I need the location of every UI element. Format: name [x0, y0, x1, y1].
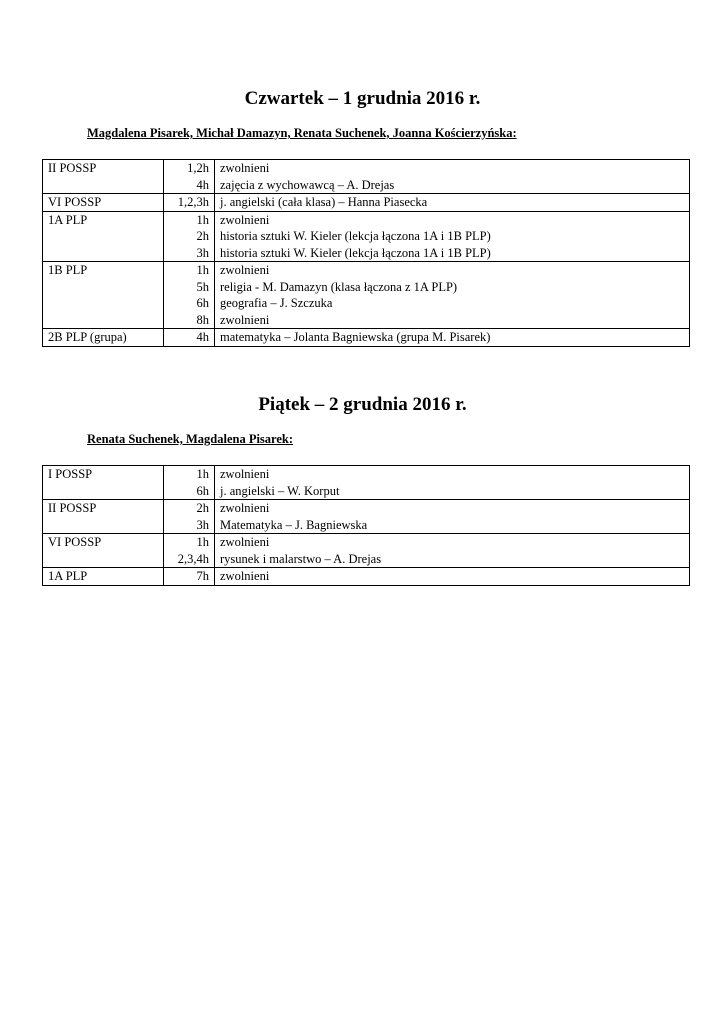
- lesson-hours: 3h: [196, 517, 209, 532]
- lesson-hours: 6h: [196, 483, 209, 498]
- day-title: Czwartek – 1 grudnia 2016 r.: [244, 88, 481, 109]
- lesson-note: historia sztuki W. Kieler (lekcja łączona 1A i 1B PLP): [220, 229, 491, 243]
- class-cell: 1A PLP: [43, 568, 164, 586]
- hours-cell: [164, 466, 215, 500]
- hours-cell: [164, 262, 215, 329]
- lesson-note: zwolnieni: [220, 312, 270, 327]
- lesson-hours: 2h: [196, 501, 209, 515]
- table-row: [43, 329, 690, 347]
- lesson-hours: 1,2h: [187, 161, 209, 175]
- lesson-note: j. angielski (cała klasa) – Hanna Piasecka: [220, 195, 428, 209]
- table-body: [43, 466, 690, 586]
- class-cell: II POSSP: [43, 160, 164, 194]
- table-row: [43, 211, 690, 262]
- lesson-hours: 5h: [196, 279, 209, 294]
- note-cell: [215, 262, 690, 329]
- hours-cell: [164, 329, 215, 347]
- class-cell: I POSSP: [43, 466, 164, 500]
- lesson-hours: 7h: [196, 569, 209, 583]
- substitution-table: [42, 159, 690, 347]
- note-cell: [215, 500, 690, 534]
- substitution-table: [42, 465, 690, 586]
- hours-cell: [164, 500, 215, 534]
- lesson-note: historia sztuki W. Kieler (lekcja łączona 1A i 1B PLP): [220, 245, 491, 260]
- table-row: [43, 500, 690, 534]
- note-cell: [215, 534, 690, 568]
- lesson-note: zwolnieni: [220, 535, 270, 549]
- lesson-hours: 1h: [196, 467, 209, 481]
- table-row: [43, 534, 690, 568]
- class-cell: VI POSSP: [43, 534, 164, 568]
- lesson-hours: 3h: [196, 245, 209, 260]
- lesson-note: j. angielski – W. Korput: [220, 483, 340, 498]
- table-row: [43, 568, 690, 586]
- lesson-note: zwolnieni: [220, 212, 270, 227]
- hours-cell: [164, 194, 215, 212]
- note-cell: [215, 568, 690, 586]
- lesson-note: zwolnieni: [220, 263, 270, 277]
- hours-cell: [164, 534, 215, 568]
- class-cell: II POSSP: [43, 500, 164, 534]
- lesson-hours: 6h: [196, 296, 209, 310]
- table-row: [43, 194, 690, 212]
- lesson-hours: 8h: [196, 312, 209, 327]
- class-cell: 1B PLP: [43, 262, 164, 329]
- class-cell: 1A PLP: [43, 211, 164, 262]
- absent-teachers: Renata Suchenek, Magdalena Pisarek:: [87, 432, 294, 446]
- note-cell: [215, 211, 690, 262]
- lesson-note: geografia – J. Szczuka: [220, 296, 333, 310]
- lesson-hours: 2h: [196, 229, 209, 243]
- lesson-note: Matematyka – J. Bagniewska: [220, 517, 368, 532]
- note-cell: [215, 194, 690, 212]
- lesson-hours: 4h: [196, 330, 209, 344]
- note-cell: [215, 160, 690, 194]
- lesson-hours: 4h: [196, 177, 209, 192]
- note-cell: [215, 466, 690, 500]
- hours-cell: [164, 160, 215, 194]
- lesson-hours: 2,3,4h: [177, 551, 209, 566]
- lesson-note: zajęcia z wychowawcą – A. Drejas: [220, 177, 395, 192]
- lesson-note: zwolnieni: [220, 161, 270, 175]
- lesson-hours: 1h: [196, 535, 209, 549]
- lesson-hours: 1,2,3h: [177, 195, 209, 209]
- lesson-note: zwolnieni: [220, 569, 270, 583]
- lesson-note: zwolnieni: [220, 501, 270, 515]
- day-title: Piątek – 2 grudnia 2016 r.: [258, 394, 467, 415]
- hours-cell: [164, 211, 215, 262]
- lesson-hours: 1h: [196, 263, 209, 277]
- absent-teachers: Magdalena Pisarek, Michał Damazyn, Renata Suchenek, Joanna Kościerzyńska:: [87, 126, 517, 140]
- lesson-hours: 1h: [196, 212, 209, 227]
- note-cell: [215, 329, 690, 347]
- table-row: [43, 160, 690, 194]
- table-row: [43, 466, 690, 500]
- lesson-note: zwolnieni: [220, 467, 270, 481]
- hours-cell: [164, 568, 215, 586]
- class-cell: VI POSSP: [43, 194, 164, 212]
- class-cell: 2B PLP (grupa): [43, 329, 164, 347]
- lesson-note: religia - M. Damazyn (klasa łączona z 1A PLP): [220, 279, 458, 294]
- table-body: [43, 160, 690, 347]
- lesson-note: matematyka – Jolanta Bagniewska (grupa M. Pisarek): [220, 330, 491, 344]
- table-row: [43, 262, 690, 329]
- lesson-note: rysunek i malarstwo – A. Drejas: [220, 551, 382, 566]
